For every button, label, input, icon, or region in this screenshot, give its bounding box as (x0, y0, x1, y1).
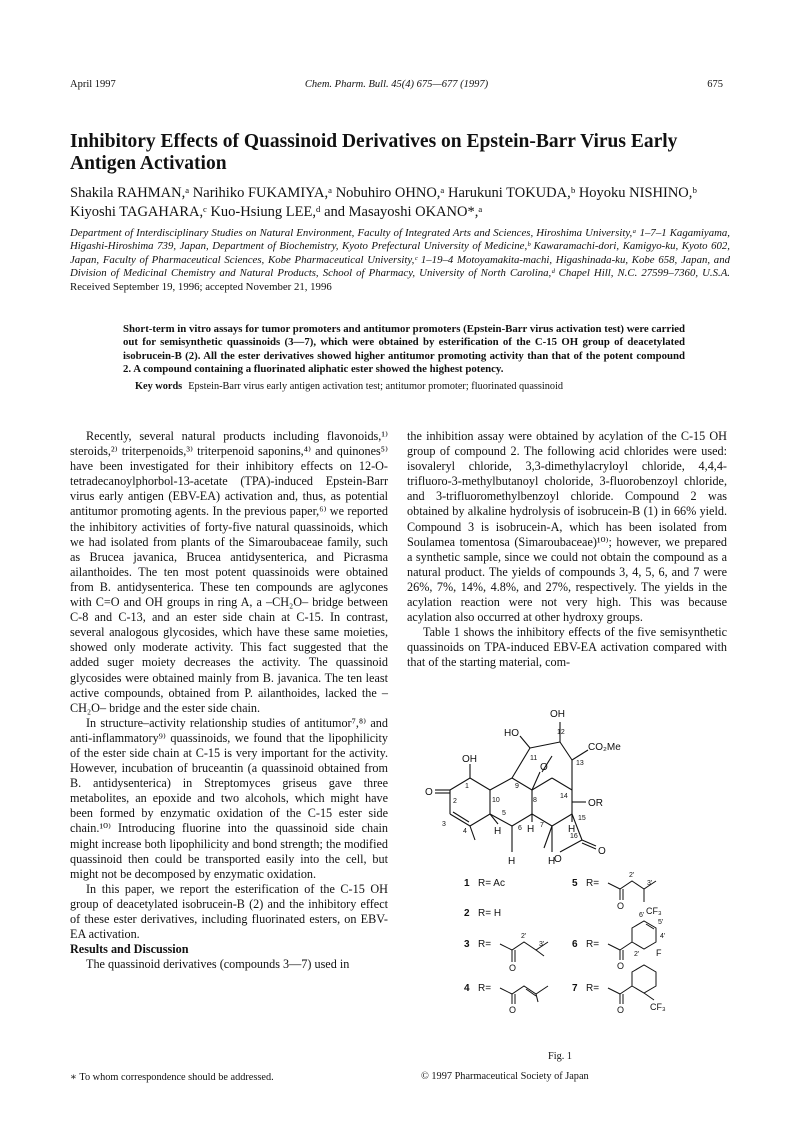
compound-r: R= (478, 983, 492, 994)
header-date: April 1997 (70, 79, 116, 90)
label-h5: H (508, 856, 516, 867)
compound-number: 7 (572, 983, 578, 994)
label-o: O (617, 1005, 625, 1015)
atom-number: 16 (570, 833, 578, 840)
left-column (70, 429, 388, 972)
compound-r: R= H (478, 908, 502, 919)
compound-r: R= (586, 939, 600, 950)
atom-number: 9 (515, 783, 519, 790)
author-list: Shakila RAHMAN,ᵃ Narihiko FUKAMIYA,ᵃ Nobuhiro OHNO,ᵃ Harukuni TOKUDA,ᵇ Hoyoku NISHINO,ᵇ Kiyoshi TAGAHARA,ᶜ Kuo-Hsiung LEE,ᵈ and Masayoshi OKANO*,ᵃ (70, 185, 697, 220)
atom-number: 12 (557, 729, 565, 736)
atom-number: 14 (560, 793, 568, 800)
label-co2me: CO₂Me (588, 742, 621, 753)
compound-r: R= Ac (478, 878, 505, 889)
label-o: O (617, 961, 625, 971)
paragraph: Table 1 shows the inhibitory effects of the five semisynthetic quassinoids on TPA-induced EBV-EA activation compared with that of the starting material, com- (407, 625, 727, 670)
copyright: © 1997 Pharmaceutical Society of Japan (421, 1071, 589, 1082)
label-h7: H (548, 856, 556, 867)
atom-number: 2 (453, 798, 457, 805)
atom-number: 15 (578, 815, 586, 822)
label-o-ring: O (554, 854, 562, 865)
header-journal: Chem. Pharm. Bull. 45(4) 675—677 (1997) (304, 79, 489, 90)
compound-r: R= (586, 878, 600, 889)
label-cf3: CF₃ (650, 1002, 666, 1012)
label-h14: H (568, 824, 576, 835)
label-or: OR (588, 798, 603, 809)
label-oh-top: OH (550, 709, 565, 720)
label-h10: H (494, 826, 502, 837)
atom-number: 8 (533, 797, 537, 804)
affiliation-text: Department of Interdisciplinary Studies on Natural Environment, Faculty of Integrated Arts and Sciences, Hiroshima University,ᵃ 1–7–1 Kagamiyama, Higashi-Hiroshima 739, Japan, Department of Biochemistry, Kyoto Prefectural University of Medicine,ᵇ Kawaramachi-dori, Kamigyo-ku, Kyoto 602, Japan, Faculty of Pharmaceutical Sciences, Kobe Pharmaceutical University,ᶜ 1–19–4 Motoyamakita-machi, Higashinada-ku, Kobe 658, Japan, and Division of Medicinal Chemistry and Natural Products, School of Pharmacy, University of North Carolina,ᵈ Chapel Hill, N.C. 27599–7360, U.S.A. (70, 227, 730, 280)
affiliations (70, 227, 730, 294)
section-heading: Results and Discussion (70, 942, 189, 957)
atom-number: 4 (463, 828, 467, 835)
atom-number: 3 (442, 821, 446, 828)
compound-number: 1 (464, 878, 470, 889)
compound-r: R= (586, 983, 600, 994)
label-o-lactone: O (598, 846, 606, 857)
label-ho: HO (504, 728, 519, 739)
label-f: F (656, 948, 662, 958)
paragraph: Recently, several natural products including flavonoids,¹⁾ steroids,²⁾ triterpenoids,³⁾ triterpenoid saponins,⁴⁾ and quinones⁵⁾ have been investigated for their inhibitory effects on 12-O-tetradecanoylphorbol-13-acetate (TPA)-induced Epstein-Barr virus early antigen (EBV-EA) activation and, thus, as potential antitumor promoting agents. In the previous paper,⁶⁾ we reported the inhibitory activities of forty-five natural quassinoids, which we had isolated from plants of the Simaroubaceae family, such as Brucea javanica, Brucea antidysenterica, and Picrasma ailanthoides. The ten most potent quassinoids were obtained from B. antidysenterica. These ten compounds are aglycones with C=O and OH groups in ring A, a –CH₂O– bridge between C-8 and C-13, and an ester side chain at C-15. In contrast, several analogous glycosides, which have these same moieties, showed only moderate activity. This fact suggested that the added suger moiety decreases the activity. The quassinoid glycosides were obtained mainly from B. javanica. The ten least active compounds, obtained from P. ailanthoides, lacked the –CH₂O– bridge and the ester side chain. (70, 429, 388, 715)
label-prime: 2' (629, 872, 635, 879)
atom-number: 6 (518, 825, 522, 832)
header-page-number: 675 (707, 79, 723, 90)
abstract: Short-term in vitro assays for tumor promoters and antitumor promoters (Epstein-Barr virus activation test) were carried out for semisynthetic quassinoids (3—7), which were obtained by esterification of the C-15 OH group of deacetylated isobrucein-B (2). All the ester derivatives showed higher antitumor promoting activity than that of the potent compound 2. A compound containing a fluorinated aliphatic ester showed the highest potency. (123, 323, 685, 375)
paragraph: the inhibition assay were obtained by acylation of the C-15 OH group of compound 2. The following acid chlorides were used: isovaleryl chloride, 3,3-dimethylacryloyl chloride, 4,4,4-trifluoro-3-methylbutanoyl choloride, 3-fluorobenzoyl chloride, and 3-trifluoromethylbenzoyl chloride. Compound 2 was obtained by alkaline hydrolysis of isobrucein-B (1) in 66% yield. Compound 3 is isobrucein-A, which has been isolated from Soulamea tomentosa (Simaroubaceae)¹⁰⁾; however, we prepared a synthetic sample, since we could not obtain the compound as a natural product. The yields of compounds 3, 4, 5, 6, and 7 were 26%, 7%, 14%, 4.8%, and 27%, respectively. The yields in the acylation reaction were not very high. This was because acylation also occurred at other hydroxy groups. (407, 429, 727, 625)
atom-number: 1 (465, 783, 469, 790)
atom-number: 11 (530, 755, 538, 762)
label-o: O (509, 1005, 517, 1015)
received-dates: Received September 19, 1996; accepted November 21, 1996 (70, 280, 332, 293)
label-oh-ring: OH (462, 754, 477, 765)
label-o: O (617, 901, 625, 911)
label-o-ketone: O (425, 787, 433, 798)
paragraph: In structure–activity relationship studies of antitumor⁷,⁸⁾ and anti-inflammatory⁹⁾ quassinoids, we found that the lipophilicity of the ester side chain at C-15 is very important for the activity. However, incubation of bruceantin (a quassinoid obtained from B. antidysenterica) in Streptomyces griseus gave three metabolites, an epoxide and two alcohols, which might have been formed by enzymatic oxidation of the C-15 ester side chain.¹⁰⁾ Introducing fluorine into the quassinoid side chain might increase both lipophilicity and bond strength; the modified quassinoid then could be transported easily into the cell, but might not be decomposed by enzymatic oxidation. (70, 715, 388, 881)
keywords (135, 381, 695, 392)
keywords-label: Key words (135, 381, 183, 392)
label-prime: 6' (639, 912, 645, 919)
atom-number: 5 (502, 810, 506, 817)
article-title: Inhibitory Effects of Quassinoid Derivatives on Epstein-Barr Virus Early Antigen Activation (70, 131, 678, 174)
compound-number: 5 (572, 878, 578, 889)
label-h8: H (527, 824, 535, 835)
footnote: ∗ To whom correspondence should be addressed. (70, 1072, 274, 1083)
atom-number: 10 (492, 797, 500, 804)
label-prime: 2' (521, 933, 527, 940)
label-o-bridge: O (540, 762, 548, 773)
paragraph: The quassinoid derivatives (compounds 3—7) used in (86, 957, 350, 972)
atom-number: 13 (576, 760, 584, 767)
label-prime: 2' (634, 951, 640, 958)
label-prime: 3' (539, 941, 545, 948)
label-prime: 4' (660, 933, 666, 940)
figure-caption: Fig. 1 (548, 1051, 573, 1062)
atom-number: 7 (540, 822, 544, 829)
label-prime: 5' (658, 919, 664, 926)
compound-number: 2 (464, 908, 470, 919)
keywords-text: Epstein-Barr virus early antigen activation test; antitumor promoter; fluorinated quassinoid (188, 381, 564, 392)
compound-number: 6 (572, 939, 578, 950)
label-cf3: CF₃ (646, 906, 662, 916)
compound-r: R= (478, 939, 492, 950)
label-o: O (509, 963, 517, 973)
compound-number: 3 (464, 939, 470, 950)
label-prime: 3' (647, 880, 653, 887)
paragraph: In this paper, we report the esterification of the C-15 OH group of deacetylated isobrucein-B (2) and the inhibitory effect of these ester derivatives, including fluorinated esters, on EBV-EA activation. (70, 881, 388, 942)
right-column (407, 429, 727, 671)
chemical-structure-figure (420, 702, 720, 1015)
compound-number: 4 (464, 983, 470, 994)
